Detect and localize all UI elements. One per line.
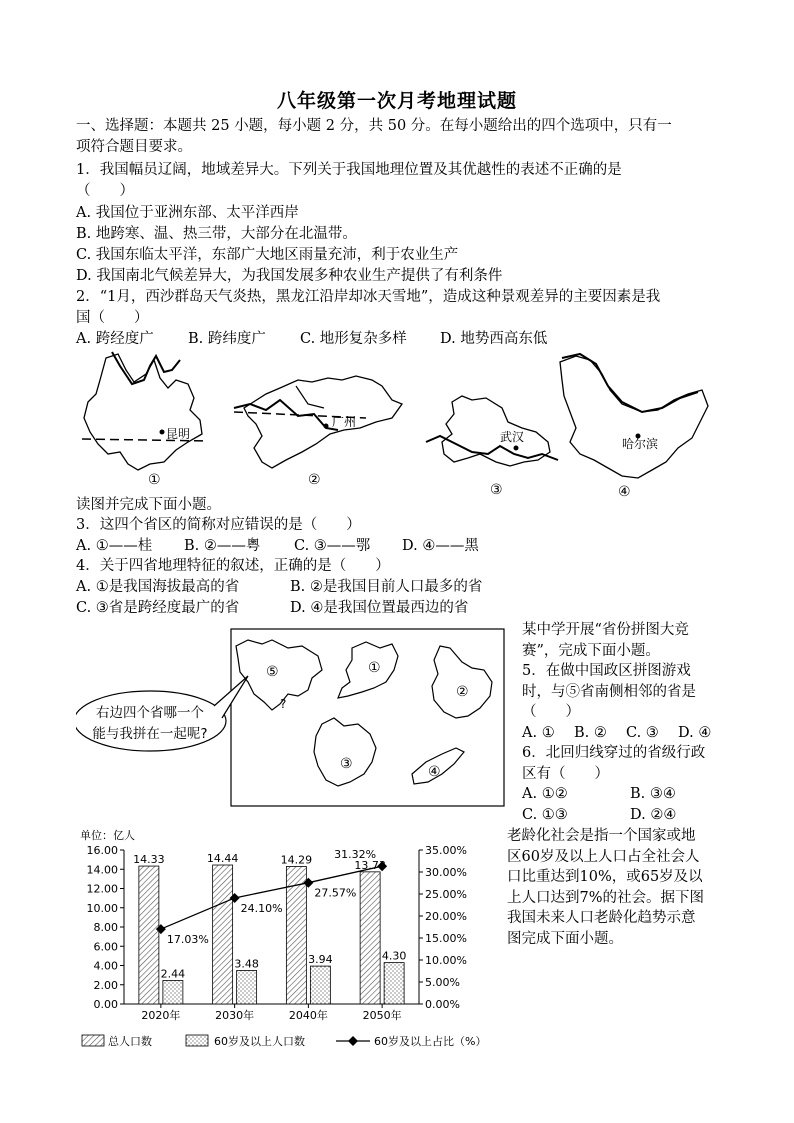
city-wuhan: 武汉 (500, 430, 525, 444)
q3-stem: 3．这四个省区的简称对应错误的是（ ） (76, 517, 361, 533)
q3-option-d: D. ④——黑 (402, 538, 479, 554)
q4-stem: 4．关于四省地理特征的叙述，正确的是（ ） (76, 558, 390, 574)
q5-options (522, 723, 742, 744)
q4-options-row2 (76, 598, 468, 618)
right-tick-label: 15.00% (425, 932, 467, 945)
bar-elderly-value-label: 2.44 (160, 967, 186, 981)
aging-intro (507, 826, 747, 949)
q2-stem-cont: 国（ ） (76, 310, 149, 326)
puzzle-figure (76, 626, 516, 810)
bar-elderly-value-label: 3.94 (308, 953, 333, 967)
q4-option-b: B. ②是我国目前人口最多的省 (290, 579, 483, 595)
puzzle-piece-3 (314, 718, 376, 786)
q6-options-row1 (522, 784, 742, 805)
intro-q3-q4: 读图并完成下面小题。 (76, 497, 221, 513)
q3-option-c: C. ③——鄂 (294, 538, 371, 554)
q4-options-row1 (76, 577, 482, 597)
piece-label-1: ① (368, 660, 381, 676)
right-tick-label: 0.00% (425, 998, 460, 1011)
q1-option-a: A. 我国位于亚洲东部、太平洋西岸 (76, 205, 299, 221)
bar-elderly-value-label: 3.48 (234, 957, 259, 971)
right-tick-label: 30.00% (425, 866, 467, 879)
left-tick-label: 4.00 (93, 959, 118, 973)
x-tick-label: 2050年 (362, 1009, 402, 1022)
q6-option-a: A. ①② (522, 786, 568, 802)
bar-total-value-label: 14.29 (280, 853, 313, 867)
right-tick-label: 35.00% (425, 844, 467, 857)
piece-label-4: ④ (428, 764, 441, 780)
q4-option-d: D. ④是我国位置最西边的省 (290, 600, 469, 616)
chart-unit-label: 单位：亿人 (80, 829, 135, 842)
bar-total-value-label: 14.44 (206, 852, 239, 866)
speech-bubble (76, 676, 248, 751)
left-tick-label: 2.00 (93, 978, 118, 992)
aging-chart (76, 826, 501, 1056)
bar-total-value-label: 13.73 (354, 858, 386, 872)
puzzle-piece-2 (432, 646, 492, 718)
q3-option-a: A. ①——桂 (76, 538, 153, 554)
province-maps (76, 350, 716, 500)
province-map-guangdong (234, 376, 402, 488)
map-label-3: ③ (490, 482, 503, 498)
q6-stem-line1: 6．北回归线穿过的省级行政 (522, 745, 706, 761)
left-tick-label: 8.00 (93, 921, 118, 934)
q5-stem-line2: 时，与⑤省南侧相邻的省是 (522, 683, 696, 700)
province-map-heilongjiang (560, 354, 708, 500)
bar-elderly-population (237, 971, 257, 1004)
puzzle-piece-5 (236, 640, 322, 711)
page-title: 八年级第一次月考地理试题 (276, 90, 517, 112)
right-tick-label: 5.00% (425, 976, 460, 989)
left-tick-label: 10.00 (86, 901, 118, 915)
q2-option-b: B. 跨纬度广 (188, 331, 266, 347)
piece-label-3: ③ (340, 756, 353, 772)
ratio-value-label: 31.32% (334, 848, 377, 862)
q6-option-c: C. ①③ (522, 806, 568, 823)
legend-elderly-label: 60岁及以上人口数 (214, 1035, 305, 1048)
puzzle-piece-4 (412, 748, 464, 784)
q4-option-c: C. ③省是跨经度最广的省 (76, 600, 240, 616)
map-label-2: ② (308, 472, 321, 488)
q1-paren: （ ） (76, 183, 134, 199)
legend-ratio-label: 60岁及以上占比（%） (374, 1035, 487, 1048)
bar-total-population (360, 872, 380, 1004)
left-tick-label: 14.00 (86, 863, 118, 877)
bubble-line-1: 右边四个省哪一个 (96, 705, 204, 721)
q5-option-b: B. ② (574, 724, 607, 741)
intro-q5-q6-line2: 赛”，完成下面小题。 (522, 642, 660, 659)
province-map-hubei (426, 396, 558, 498)
q1-option-b: B. 地跨寒、温、热三带，大部分在北温带。 (76, 226, 357, 242)
q2-option-c: C. 地形复杂多样 (300, 331, 407, 347)
aging-line-3: 口比重达到10%，或65岁及以 (507, 869, 703, 885)
city-harbin: 哈尔滨 (622, 437, 659, 451)
bar-elderly-population (310, 966, 330, 1004)
aging-line-1: 老龄化社会是指一个国家或地 (507, 828, 696, 844)
puzzle-piece-1 (338, 642, 398, 698)
bar-total-population (139, 866, 159, 1004)
aging-line-4: 上人口达到7%的社会。据下图 (507, 889, 705, 906)
q5-option-d: D. ④ (678, 724, 712, 741)
q5-option-a: A. ① (522, 724, 555, 741)
q3-option-b: B. ②——粤 (184, 538, 261, 554)
q5-q6-block (522, 620, 742, 825)
left-tick-label: 6.00 (93, 940, 118, 954)
ratio-value-label: 24.10% (240, 901, 283, 915)
right-tick-label: 10.00% (425, 954, 467, 967)
map-label-4: ④ (618, 484, 631, 500)
q6-option-d: D. ②④ (630, 806, 677, 823)
bubble-line-2: 能与我拼在一起呢? (92, 726, 208, 742)
q3-options (76, 536, 479, 556)
ratio-value-label: 17.03% (166, 933, 209, 947)
legend-total-label: 总人口数 (108, 1035, 152, 1048)
legend-swatch-total (82, 1035, 104, 1046)
q4-option-a: A. ①是我国海拔最高的省 (76, 579, 240, 595)
aging-line-5: 我国未来人口老龄化趋势示意 (507, 910, 696, 926)
legend-swatch-ratio (348, 1036, 358, 1046)
piece-label-5: ⑤ (266, 664, 279, 680)
aging-line-2: 区60岁及以上人口占全社会人 (507, 848, 700, 865)
left-tick-label: 0.00 (93, 998, 118, 1011)
q1-option-d: D. 我国南北气候差异大，为我国发展多种农业生产提供了有利条件 (76, 268, 503, 284)
q1-stem: 1．我国幅员辽阔，地域差异大。下列关于我国地理位置及其优越性的表述不正确的是 (76, 162, 622, 178)
right-tick-label: 20.00% (425, 910, 467, 923)
q6-options-row2 (522, 805, 742, 826)
chart-legend (80, 1032, 510, 1052)
map-label-1: ① (148, 472, 161, 488)
q2-stem: 2．“1月，西沙群岛天气炎热，黑龙江沿岸却冰天雪地”，造成这种景观差异的主要因素是我 (76, 289, 661, 305)
bar-elderly-value-label: 4.30 (381, 949, 407, 963)
left-tick-label: 16.00 (86, 844, 118, 857)
ratio-value-label: 27.57% (314, 886, 357, 900)
piece-label-2: ② (456, 684, 469, 700)
legend-swatch-elderly (186, 1035, 208, 1046)
piece-question-mark: ? (280, 697, 287, 711)
q5-option-c: C. ③ (626, 724, 659, 741)
left-tick-label: 12.00 (86, 882, 118, 896)
city-kunming: 昆明 (166, 427, 191, 441)
right-tick-label: 25.00% (425, 888, 467, 901)
q2-option-d: D. 地势西高东低 (440, 331, 548, 347)
province-map-yunnan (82, 352, 208, 488)
section-instructions: 一、选择题：本题共 25 小题，每小题 2 分，共 50 分。在每小题给出的四个选项中，只有一 (76, 118, 672, 134)
x-tick-label: 2030年 (215, 1009, 255, 1022)
bar-elderly-population (384, 963, 404, 1004)
bar-total-value-label: 14.33 (133, 853, 165, 867)
intro-q5-q6-line1: 某中学开展“省份拼图大竞 (522, 622, 689, 638)
x-tick-label: 2040年 (288, 1009, 328, 1022)
city-guangzhou: 广州 (332, 415, 357, 429)
q2-options (76, 329, 547, 349)
q6-stem-line2: 区有（ ） (522, 765, 609, 782)
bar-elderly-population (163, 981, 183, 1004)
q5-stem-line1: 5．在做中国政区拼图游戏 (522, 663, 691, 679)
q5-paren: （ ） (522, 704, 580, 720)
x-tick-label: 2020年 (141, 1009, 181, 1022)
aging-line-6: 图完成下面小题。 (507, 930, 623, 947)
bar-total-population (213, 865, 233, 1004)
q1-option-c: C. 我国东临太平洋，东部广大地区雨量充沛，利于农业生产 (76, 247, 459, 263)
q6-option-b: B. ③④ (630, 786, 676, 802)
section-instructions-cont: 项符合题目要求。 (76, 139, 192, 155)
q2-option-a: A. 跨经度广 (76, 331, 154, 347)
